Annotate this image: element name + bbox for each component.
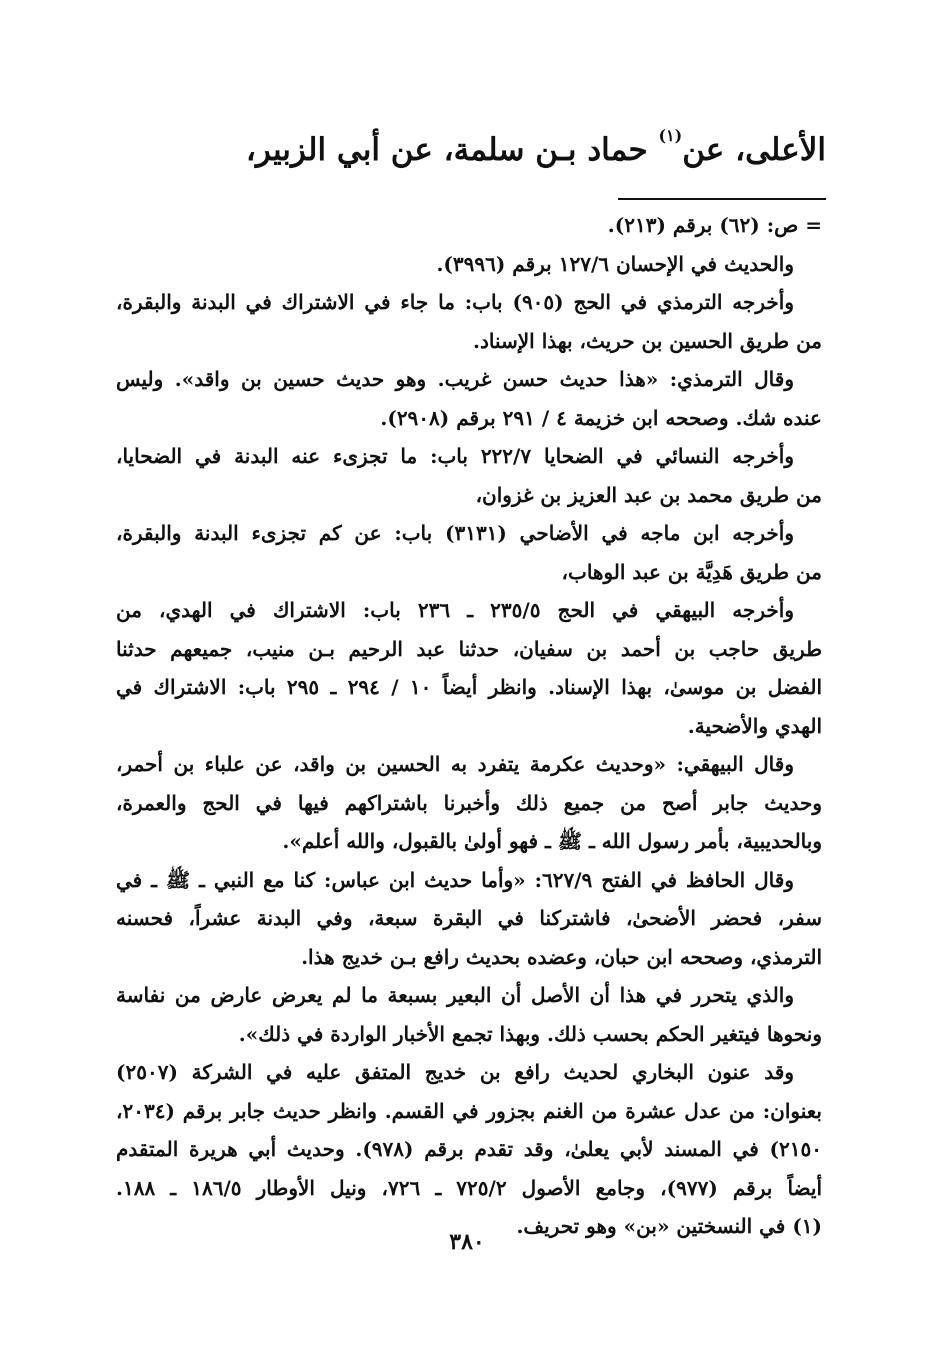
- footnote-line: وقال البيهقي: «وحديث عكرمة يتفرد به الحسين بن واقد، عن علباء بن أحمر،: [116, 752, 794, 776]
- footnote-line: = ص: (٦٢) برقم (٢١٣).: [607, 213, 822, 237]
- footnote-line: وبالحديبية، بأمر رسول الله ـ ﷺ ـ فهو أولىٰ بالقبول، والله أعلم».: [282, 829, 822, 853]
- footnote-line: بعنوان: من عدل عشرة من الغنم بجزور في القسم. وانظر حديث جابر برقم (٢٠٣٤،: [116, 1098, 822, 1123]
- footnote-line: من طريق هَدِيَّة بن عبد الوهاب،: [561, 559, 822, 584]
- footnote-line: الهدي والأضحية.: [687, 713, 822, 738]
- footnote-line: الترمذي، وصححه ابن حبان، وعضده بحديث رافع بـن خديج هذا.: [301, 944, 822, 969]
- footnote-line: من طريق الحسين بن حريث، بهذا الإسناد.: [473, 328, 822, 353]
- footnote-line: والحديث في الإحسان ١٢٧/٦ برقم (٣٩٩٦).: [436, 251, 794, 276]
- footnote-reference: (١): [658, 126, 683, 145]
- footnotes-block: [116, 206, 822, 1246]
- footnote-line: أيضاً برقم (٩٧٧)، وجامع الأصول ٧٢٥/٢ ـ ٧٢٦، ونيل الأوطار ١٨٦/٥ ـ ١٨٨.: [116, 1175, 822, 1200]
- footnote-line: وأخرجه ابن ماجه في الأضاحي (٣١٣١) باب: عن كم تجزىء البدنة والبقرة،: [116, 521, 794, 545]
- main-text-end: حماد بـن سلمة، عن أبي الزبير،: [245, 132, 659, 168]
- footnote-line: الفضل بن موسىٰ، بهذا الإسناد. وانظر أيضاً ١٠ / ٢٩٤ ـ ٢٩٥ باب: الاشتراك في: [116, 675, 822, 699]
- footnote-line: وأخرجه البيهقي في الحج ٢٣٥/٥ ـ ٢٣٦ باب: الاشتراك في الهدي، من: [116, 598, 794, 622]
- footnote-line: وأخرجه الترمذي في الحج (٩٠٥) باب: ما جاء في الاشتراك في البدنة والبقرة،: [116, 290, 794, 314]
- footnote-divider: [618, 198, 826, 200]
- main-text-start: الأعلى، عن: [682, 132, 826, 168]
- footnote-line: ٢١٥٠) في المسند لأبي يعلىٰ، وقد تقدم برقم (٩٧٨). وحديث أبي هريرة المتقدم: [116, 1137, 822, 1161]
- main-text-line: [106, 128, 826, 172]
- footnote-line: طريق حاجب بن أحمد بن سفيان، حدثنا عبد الرحيم بـن منيب، جميعهم حدثنا: [116, 636, 822, 661]
- page-number: ٣٨٠: [449, 1229, 485, 1255]
- footnote-line: ونحوها فيتغير الحكم بحسب ذلك. وبهذا تجمع الأخبار الواردة في ذلك».: [238, 1021, 822, 1046]
- footnote-line: من طريق محمد بن عبد العزيز بن غزوان،: [475, 482, 822, 507]
- footnote-line: والذي يتحرر في هذا أن الأصل أن البعير بسبعة ما لم يعرض عارض من نفاسة: [116, 983, 794, 1007]
- footnote-line: عنده شك. وصححه ابن خزيمة ٤ / ٢٩١ برقم (٢٩٠٨).: [380, 405, 822, 430]
- footnote-line: وحديث جابر أصح من جميع ذلك وأخبرنا باشتراكهم فيها في الحج والعمرة،: [116, 790, 822, 815]
- footnote-line: سفر، فحضر الأضحىٰ، فاشتركنا في البقرة سبعة، وفي البدنة عشراً، فحسنه: [116, 906, 822, 930]
- footnote-line: وقد عنون البخاري لحديث رافع بن خديج المتفق عليه في الشركة (٢٥٠٧): [116, 1060, 794, 1084]
- footnote-line: وقال الترمذي: «هذا حديث حسن غريب. وهو حديث حسين بن واقد». وليس: [116, 367, 794, 391]
- footnote-line: وقال الحافظ في الفتح ٦٢٧/٩: «وأما حديث ابن عباس: كنا مع النبي ـ ﷺ ـ في: [116, 867, 794, 892]
- footnote-line: (١) في النسختين «بن» وهو تحريف.: [516, 1214, 822, 1238]
- footnote-line: وأخرجه النسائي في الضحايا ٢٢٢/٧ باب: ما تجزىء عنه البدنة في الضحايا،: [116, 444, 794, 468]
